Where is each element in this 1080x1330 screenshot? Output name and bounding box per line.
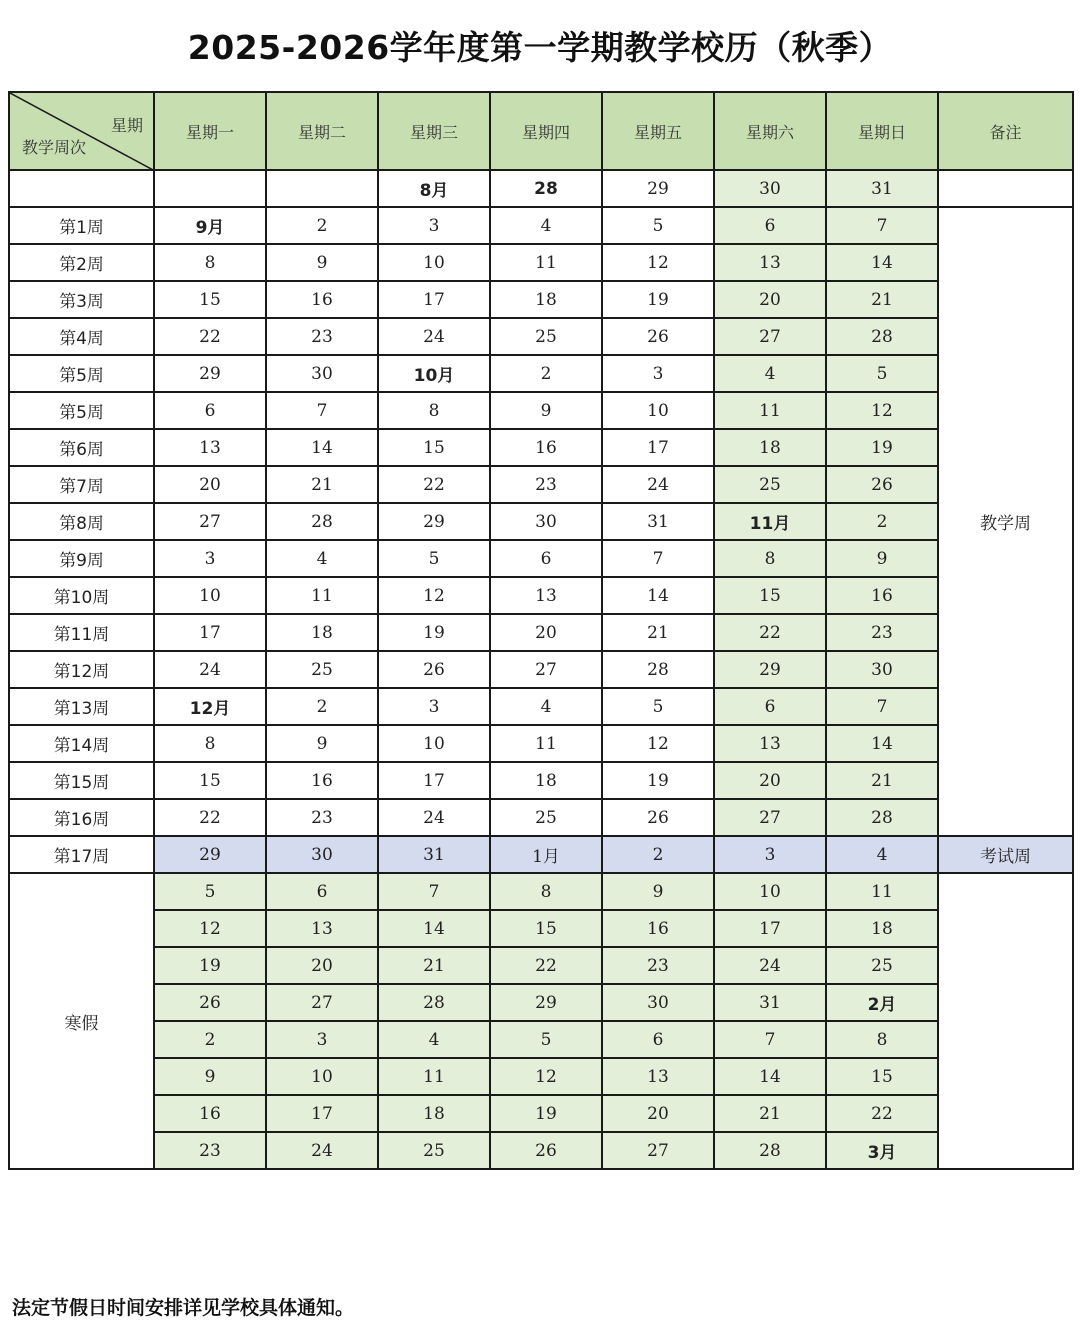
header-day: 星期日 bbox=[826, 92, 938, 170]
date-cell: 26 bbox=[602, 318, 714, 355]
calendar-table bbox=[8, 91, 1074, 1170]
date-cell: 5 bbox=[826, 355, 938, 392]
date-cell: 22 bbox=[154, 799, 266, 836]
week-label: 第14周 bbox=[9, 725, 154, 762]
week-label: 第13周 bbox=[9, 688, 154, 725]
date-cell: 27 bbox=[490, 651, 602, 688]
date-cell: 8 bbox=[490, 873, 602, 910]
date-cell: 10 bbox=[378, 244, 490, 281]
date-cell: 27 bbox=[602, 1132, 714, 1169]
date-cell: 29 bbox=[154, 355, 266, 392]
date-cell: 15 bbox=[378, 429, 490, 466]
week-label: 第5周 bbox=[9, 392, 154, 429]
week-label: 第3周 bbox=[9, 281, 154, 318]
date-cell: 3 bbox=[602, 355, 714, 392]
week-row bbox=[9, 577, 1073, 614]
date-cell: 10 bbox=[602, 392, 714, 429]
week-row bbox=[9, 281, 1073, 318]
date-cell: 26 bbox=[490, 1132, 602, 1169]
date-cell: 27 bbox=[714, 799, 826, 836]
date-cell: 3 bbox=[714, 836, 826, 873]
date-cell: 20 bbox=[714, 281, 826, 318]
date-cell: 16 bbox=[490, 429, 602, 466]
date-cell: 6 bbox=[714, 207, 826, 244]
date-cell: 14 bbox=[378, 910, 490, 947]
date-cell: 17 bbox=[378, 281, 490, 318]
week-label: 第9周 bbox=[9, 540, 154, 577]
date-cell: 21 bbox=[266, 466, 378, 503]
week-label: 第7周 bbox=[9, 466, 154, 503]
date-cell: 16 bbox=[154, 1095, 266, 1132]
date-cell: 31 bbox=[826, 170, 938, 207]
date-cell: 6 bbox=[714, 688, 826, 725]
week-row bbox=[9, 207, 1073, 244]
week-label: 第8周 bbox=[9, 503, 154, 540]
header-notes: 备注 bbox=[938, 92, 1073, 170]
date-cell: 21 bbox=[714, 1095, 826, 1132]
vacation-row bbox=[9, 984, 1073, 1021]
date-cell: 30 bbox=[266, 836, 378, 873]
date-cell: 22 bbox=[490, 947, 602, 984]
date-cell: 31 bbox=[602, 503, 714, 540]
week-row bbox=[9, 318, 1073, 355]
date-cell: 15 bbox=[154, 281, 266, 318]
header-day: 星期四 bbox=[490, 92, 602, 170]
date-cell: 21 bbox=[826, 762, 938, 799]
date-cell: 2 bbox=[154, 1021, 266, 1058]
date-cell: 28 bbox=[826, 799, 938, 836]
date-cell: 23 bbox=[154, 1132, 266, 1169]
corner-week-label: 教学周次 bbox=[22, 138, 87, 157]
date-cell: 10 bbox=[378, 725, 490, 762]
date-cell: 30 bbox=[266, 355, 378, 392]
date-cell: 23 bbox=[490, 466, 602, 503]
date-cell: 20 bbox=[490, 614, 602, 651]
date-cell: 28 bbox=[266, 503, 378, 540]
date-cell: 11 bbox=[826, 873, 938, 910]
week-row bbox=[9, 688, 1073, 725]
date-cell: 12月 bbox=[154, 688, 266, 725]
teaching-week-note: 教学周 bbox=[938, 207, 1073, 836]
date-cell: 11 bbox=[266, 577, 378, 614]
date-cell: 21 bbox=[602, 614, 714, 651]
date-cell: 13 bbox=[154, 429, 266, 466]
date-cell: 30 bbox=[826, 651, 938, 688]
date-cell: 14 bbox=[266, 429, 378, 466]
week-row bbox=[9, 466, 1073, 503]
date-cell: 2 bbox=[266, 688, 378, 725]
date-cell: 25 bbox=[490, 318, 602, 355]
date-cell: 22 bbox=[154, 318, 266, 355]
date-cell: 30 bbox=[602, 984, 714, 1021]
header-day: 星期三 bbox=[378, 92, 490, 170]
date-cell: 25 bbox=[490, 799, 602, 836]
date-cell: 13 bbox=[714, 244, 826, 281]
date-cell: 13 bbox=[266, 910, 378, 947]
header-day: 星期二 bbox=[266, 92, 378, 170]
vacation-row bbox=[9, 947, 1073, 984]
date-cell: 15 bbox=[490, 910, 602, 947]
date-cell: 8月 bbox=[378, 170, 490, 207]
note-cell bbox=[938, 170, 1073, 207]
date-cell: 20 bbox=[154, 466, 266, 503]
vacation-row bbox=[9, 1021, 1073, 1058]
date-cell: 4 bbox=[378, 1021, 490, 1058]
week-label: 第11周 bbox=[9, 614, 154, 651]
date-cell: 8 bbox=[154, 244, 266, 281]
date-cell: 17 bbox=[378, 762, 490, 799]
date-cell: 11月 bbox=[714, 503, 826, 540]
date-cell: 24 bbox=[266, 1132, 378, 1169]
date-cell: 6 bbox=[266, 873, 378, 910]
date-cell: 29 bbox=[154, 836, 266, 873]
date-cell: 8 bbox=[826, 1021, 938, 1058]
week-label: 第12周 bbox=[9, 651, 154, 688]
vacation-row bbox=[9, 1132, 1073, 1169]
header-row bbox=[9, 92, 1073, 170]
vacation-row bbox=[9, 873, 1073, 910]
date-cell: 29 bbox=[602, 170, 714, 207]
date-cell: 25 bbox=[378, 1132, 490, 1169]
date-cell: 29 bbox=[378, 503, 490, 540]
date-cell: 25 bbox=[714, 466, 826, 503]
date-cell: 24 bbox=[714, 947, 826, 984]
date-cell: 19 bbox=[490, 1095, 602, 1132]
date-cell: 3 bbox=[378, 207, 490, 244]
date-cell: 20 bbox=[714, 762, 826, 799]
date-cell: 26 bbox=[154, 984, 266, 1021]
header-day: 星期五 bbox=[602, 92, 714, 170]
date-cell: 13 bbox=[602, 1058, 714, 1095]
date-cell: 28 bbox=[714, 1132, 826, 1169]
date-cell: 20 bbox=[602, 1095, 714, 1132]
date-cell: 3 bbox=[154, 540, 266, 577]
date-cell: 14 bbox=[826, 244, 938, 281]
date-cell: 9 bbox=[266, 244, 378, 281]
vacation-label: 寒假 bbox=[9, 873, 154, 1169]
date-cell: 7 bbox=[826, 207, 938, 244]
week-row bbox=[9, 762, 1073, 799]
date-cell: 23 bbox=[266, 799, 378, 836]
date-cell: 11 bbox=[490, 725, 602, 762]
date-cell: 22 bbox=[826, 1095, 938, 1132]
date-cell: 11 bbox=[378, 1058, 490, 1095]
date-cell: 15 bbox=[826, 1058, 938, 1095]
date-cell: 25 bbox=[266, 651, 378, 688]
corner-weekday-label: 星期 bbox=[110, 116, 143, 135]
date-cell: 12 bbox=[826, 392, 938, 429]
date-cell: 19 bbox=[378, 614, 490, 651]
date-cell: 17 bbox=[714, 910, 826, 947]
date-cell: 22 bbox=[378, 466, 490, 503]
week-label: 第10周 bbox=[9, 577, 154, 614]
date-cell: 19 bbox=[602, 762, 714, 799]
date-cell: 16 bbox=[266, 281, 378, 318]
date-cell: 21 bbox=[826, 281, 938, 318]
footnote: 法定节假日时间安排详见学校具体通知。 bbox=[12, 1297, 355, 1319]
date-cell: 20 bbox=[266, 947, 378, 984]
date-cell: 12 bbox=[378, 577, 490, 614]
date-cell: 10月 bbox=[378, 355, 490, 392]
date-cell: 7 bbox=[602, 540, 714, 577]
date-cell: 26 bbox=[602, 799, 714, 836]
date-cell: 30 bbox=[714, 170, 826, 207]
date-cell: 12 bbox=[154, 910, 266, 947]
date-cell: 24 bbox=[378, 799, 490, 836]
exam-week-row bbox=[9, 836, 1073, 873]
date-cell: 10 bbox=[714, 873, 826, 910]
week-row bbox=[9, 503, 1073, 540]
date-cell: 12 bbox=[602, 244, 714, 281]
date-cell: 5 bbox=[602, 688, 714, 725]
vacation-row bbox=[9, 1058, 1073, 1095]
date-cell: 13 bbox=[714, 725, 826, 762]
week-label: 第17周 bbox=[9, 836, 154, 873]
date-cell: 2 bbox=[490, 355, 602, 392]
date-cell: 17 bbox=[266, 1095, 378, 1132]
week-row bbox=[9, 355, 1073, 392]
date-cell: 11 bbox=[490, 244, 602, 281]
date-cell: 18 bbox=[490, 762, 602, 799]
date-cell: 8 bbox=[154, 725, 266, 762]
date-cell: 27 bbox=[266, 984, 378, 1021]
date-cell: 12 bbox=[490, 1058, 602, 1095]
week-label: 第6周 bbox=[9, 429, 154, 466]
date-cell bbox=[266, 170, 378, 207]
week-row bbox=[9, 429, 1073, 466]
week-row bbox=[9, 540, 1073, 577]
date-cell: 24 bbox=[602, 466, 714, 503]
date-cell: 29 bbox=[714, 651, 826, 688]
date-cell: 28 bbox=[378, 984, 490, 1021]
date-cell: 7 bbox=[266, 392, 378, 429]
header-day: 星期六 bbox=[714, 92, 826, 170]
week-label: 第2周 bbox=[9, 244, 154, 281]
date-cell: 31 bbox=[378, 836, 490, 873]
date-cell: 5 bbox=[490, 1021, 602, 1058]
date-cell: 4 bbox=[266, 540, 378, 577]
date-cell: 18 bbox=[266, 614, 378, 651]
date-cell: 31 bbox=[714, 984, 826, 1021]
date-cell: 8 bbox=[714, 540, 826, 577]
date-cell: 18 bbox=[714, 429, 826, 466]
date-cell: 7 bbox=[378, 873, 490, 910]
page-title: 2025-2026学年度第一学期教学校历（秋季） bbox=[187, 28, 893, 67]
week-row bbox=[9, 392, 1073, 429]
date-cell: 9 bbox=[826, 540, 938, 577]
date-cell: 9 bbox=[490, 392, 602, 429]
date-cell bbox=[154, 170, 266, 207]
week-row bbox=[9, 651, 1073, 688]
week-label: 第1周 bbox=[9, 207, 154, 244]
date-cell: 16 bbox=[266, 762, 378, 799]
date-cell: 24 bbox=[378, 318, 490, 355]
corner-cell bbox=[9, 92, 154, 170]
date-cell: 19 bbox=[826, 429, 938, 466]
date-cell: 5 bbox=[378, 540, 490, 577]
date-cell: 17 bbox=[154, 614, 266, 651]
date-cell: 4 bbox=[714, 355, 826, 392]
date-cell: 23 bbox=[266, 318, 378, 355]
week-label: 第16周 bbox=[9, 799, 154, 836]
date-cell: 24 bbox=[154, 651, 266, 688]
date-cell: 11 bbox=[714, 392, 826, 429]
preweek-row bbox=[9, 170, 1073, 207]
date-cell: 10 bbox=[266, 1058, 378, 1095]
date-cell: 28 bbox=[602, 651, 714, 688]
date-cell: 2 bbox=[826, 503, 938, 540]
date-cell: 27 bbox=[154, 503, 266, 540]
date-cell: 23 bbox=[826, 614, 938, 651]
date-cell: 19 bbox=[602, 281, 714, 318]
date-cell: 4 bbox=[490, 207, 602, 244]
date-cell: 2月 bbox=[826, 984, 938, 1021]
date-cell: 10 bbox=[154, 577, 266, 614]
exam-week-note: 考试周 bbox=[938, 836, 1073, 873]
date-cell: 9 bbox=[266, 725, 378, 762]
date-cell: 4 bbox=[826, 836, 938, 873]
date-cell: 18 bbox=[826, 910, 938, 947]
date-cell: 9 bbox=[602, 873, 714, 910]
date-cell: 4 bbox=[490, 688, 602, 725]
date-cell: 29 bbox=[490, 984, 602, 1021]
date-cell: 30 bbox=[490, 503, 602, 540]
date-cell: 3 bbox=[266, 1021, 378, 1058]
date-cell: 17 bbox=[602, 429, 714, 466]
date-cell: 2 bbox=[266, 207, 378, 244]
vacation-note-cell bbox=[938, 873, 1073, 1169]
header-day: 星期一 bbox=[154, 92, 266, 170]
week-row bbox=[9, 725, 1073, 762]
week-label: 第5周 bbox=[9, 355, 154, 392]
date-cell: 6 bbox=[154, 392, 266, 429]
date-cell: 1月 bbox=[490, 836, 602, 873]
date-cell: 6 bbox=[490, 540, 602, 577]
week-label: 第15周 bbox=[9, 762, 154, 799]
week-row bbox=[9, 244, 1073, 281]
date-cell: 18 bbox=[378, 1095, 490, 1132]
date-cell: 5 bbox=[154, 873, 266, 910]
date-cell: 26 bbox=[826, 466, 938, 503]
vacation-row bbox=[9, 1095, 1073, 1132]
date-cell: 7 bbox=[714, 1021, 826, 1058]
date-cell: 13 bbox=[490, 577, 602, 614]
date-cell: 12 bbox=[602, 725, 714, 762]
date-cell: 9 bbox=[154, 1058, 266, 1095]
date-cell: 21 bbox=[378, 947, 490, 984]
date-cell: 7 bbox=[826, 688, 938, 725]
date-cell: 3 bbox=[378, 688, 490, 725]
date-cell: 15 bbox=[154, 762, 266, 799]
date-cell: 23 bbox=[602, 947, 714, 984]
week-row bbox=[9, 614, 1073, 651]
date-cell: 5 bbox=[602, 207, 714, 244]
date-cell: 2 bbox=[602, 836, 714, 873]
date-cell: 14 bbox=[602, 577, 714, 614]
week-row bbox=[9, 799, 1073, 836]
date-cell: 15 bbox=[714, 577, 826, 614]
week-label: 第4周 bbox=[9, 318, 154, 355]
date-cell: 28 bbox=[826, 318, 938, 355]
date-cell: 6 bbox=[602, 1021, 714, 1058]
date-cell: 19 bbox=[154, 947, 266, 984]
date-cell: 14 bbox=[714, 1058, 826, 1095]
date-cell: 16 bbox=[602, 910, 714, 947]
date-cell: 25 bbox=[826, 947, 938, 984]
date-cell: 9月 bbox=[154, 207, 266, 244]
date-cell: 16 bbox=[826, 577, 938, 614]
vacation-row bbox=[9, 910, 1073, 947]
date-cell: 27 bbox=[714, 318, 826, 355]
week-label-cell bbox=[9, 170, 154, 207]
date-cell: 8 bbox=[378, 392, 490, 429]
date-cell: 22 bbox=[714, 614, 826, 651]
date-cell: 3月 bbox=[826, 1132, 938, 1169]
date-cell: 26 bbox=[378, 651, 490, 688]
date-cell: 28 bbox=[490, 170, 602, 207]
date-cell: 18 bbox=[490, 281, 602, 318]
date-cell: 14 bbox=[826, 725, 938, 762]
